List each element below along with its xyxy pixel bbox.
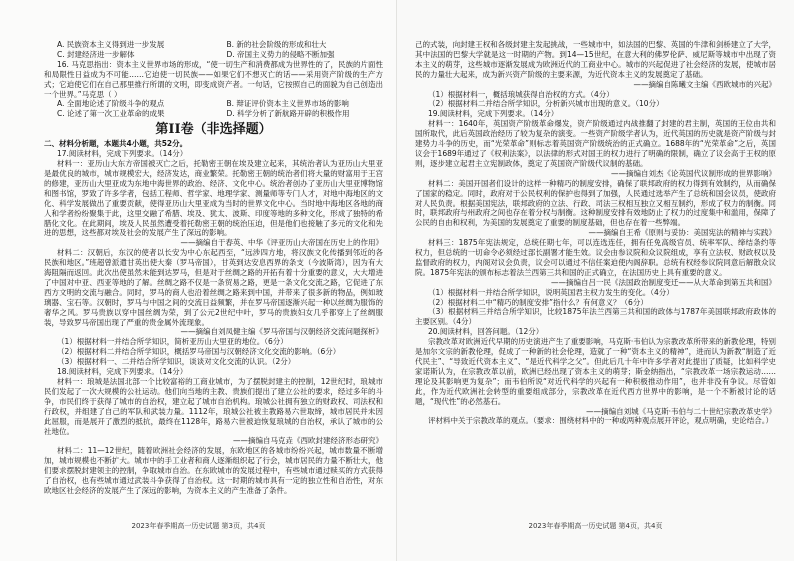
part-title: 第II卷（非选择题）: [155, 122, 272, 138]
material-20: 宗教改革对欧洲近代早期的历史演进产生了重要影响，马克斯·韦伯认为宗教改革所带来的新教伦理，特别是加尔文宗的新教伦理，促成了一种新的社会伦理，造就了一种“资本主义的精神”，进而认为新教“制造了近代民主”、“导致近代资本主义”、“是近代科学之父”。但此后几十年中许多学者对此提出了质疑，比如科学史家诺斯认为，在宗教改革以前，欧洲已经出现了资本主义的萌芽；斯金纳指出，“宗教改革一场宗教运动……理论及其影响更为复杂”；而韦伯所说“对近代科学的兴起有一种积极推动作用”，也并非没有争议。尽管如此，作为近代欧洲社会转型的重要组成部分，宗教改革在近代西方世界中的影响，是一个不断被讨论的话题，“现代性”的必然基石。: [415, 337, 776, 406]
subquestion-18-2: （2）根据材料二并结合所学知识，分析新兴城市出现的意义。（10分）: [428, 99, 664, 109]
subquestion-19-3: （3）根据材料三并结合所学知识，比较1875年法兰西第三共和国的政体与1787年美国联邦政府政体的主要区别。（4分）: [415, 307, 776, 327]
material-18-2-cont: 己的式装，向封建王权和各级封建主发起挑战，一些城市中，如法国的巴黎、英国的牛津和剑桥建立了大学，其中法国的巴黎大学就是这一时期的产物。到14—15世纪，在意大利的佛罗伦萨、威尼斯等城市中出现了资本主义的萌芽，这些城市逐渐发展成为欧洲近代的工商业中心。城市的兴起促进了社会经济的发展，使城市居民的力量壮大起来，成为新兴资产阶级的主要来源，为近代资本主义的发展奠定了基础。: [415, 40, 776, 79]
option-a: A. 民族资本主义得到进一步发展: [57, 40, 165, 49]
material-19-2: 材料二：美国开国者们设计的这样一种精巧的制度安排，确保了联邦政府的权力得到有效制约，从而确保了国家的稳定。同时，政府对于公民权利的保护也得到了加强，人民通过选举产生了总统和国会议员，使政府对人民负责。根据美国宪法，联邦政府的立法、行政、司法三权相互独立又相互制约，形成了权力的制衡。同时，联邦政府与州政府之间也存在着分权与制衡。这种制度安排有效地防止了权力的过度集中和滥用，保障了公民的自由和权利，为美国的发展奠定了重要的制度基础，但也存在着一些弊端。: [415, 178, 776, 228]
section-heading: 二、材料分析题，本题共4小题，共52分。: [44, 139, 188, 149]
option-a: A. 全面地论述了阶级斗争的观点: [57, 99, 165, 109]
material-17-1: 材料一：亚历山大东方帝国被灭亡之后，托勒密王朝在埃及建立起来，其统治者认为亚历山大里亚是最优良的城市，城市规模宏大，经济发达，商业繁荣。托勒密王朝的统治者们将大量的财富用于王宫的修建，亚历山大里亚成为东地中海世界的政治、经济、文化中心。统治者创办了亚历山大里亚博物馆和图书馆，罗致了许多学者，包括工程师、哲学家、地理学家、测量师等专门人才，对地中海地区的文化、科学发展做出了重要贡献，使得亚历山大里亚成为当时的世界文化中心。当时地中海地区各地的商人和学者纷纷聚集于此，这里交融了希腊、埃及、犹太、波斯、印度等地的多种文化，形成了独特的希腊化文化。在此期间，埃及人民虽然遭受着托勒密王朝的统治压迫，但是他们也接触了多元的文化和先进的思想，这些都对埃及社会的发展产生了深远的影响。: [44, 159, 383, 238]
source-17-1: ——摘编自于春英、中华《评亚历山大帝国在历史上的作用》: [180, 238, 383, 248]
question-20: 20.阅读材料，回答问题。（12分）: [428, 327, 544, 337]
source-19-1: ——摘编自刘杰《论英国代议制形成的世界影响》: [611, 168, 776, 178]
material-17-2: 材料二：汉朝后，东汉的使者以长安为中心东起西至，“远涉四方地，将汉族文化传播到邻近的各民族和地区。”班超曾派遣甘英出使大秦（罗马帝国），甘英到达安息西界的条支（今波斯湾），因为有大海阻隔而返回。此次出使虽然未能到达罗马，但是对于丝绸之路的开拓有着十分重要的意义，大大增进了中国对中亚、西亚等地的了解。丝绸之路不仅是一条贸易之路，更是一条文化交流之路，它促进了东西方文明的交流与融合。同时，罗马的商人也沿着丝绸之路来到中国，并带来了很多新的物品，例如玻璃器、宝石等。汉朝时，罗马与中国之间的交流日益频繁，并在罗马帝国逐渐兴起一种以丝绸为服饰的奢华之风。罗马贵族以穿中国丝绸为荣，到了公元2世纪中叶，罗马的贵族妇女几乎都穿上了丝绸服装，导致罗马帝国出现了严重的贵金属外流现象。: [44, 248, 383, 327]
option-b: B. 新的社会阶级的形成和壮大: [226, 40, 327, 49]
question-20-requirement: 评材料中关于宗教改革的观点。（要求：围绕材料中的一种或两种观点展开评论，观点明确，史论结合。）: [428, 416, 773, 426]
source-19-3: ——摘编自吕一民《法国政治制度变迁——从大革命到第五共和国》: [551, 277, 776, 287]
source-18-1: ——摘编自马克垚《西欧封建经济形态研究》: [233, 436, 383, 446]
material-19-3: 材料三：1875年宪法规定，总统任期七年，可以连选连任，拥有任免高级官员、统率军队、缔结条约等权力，但总统的一切命令必须经过部长副署才能生效。议会由参议院和众议院组成，享有立法权、财政权以及监督政府的权力，内阁对议会负责，议会可以通过不信任案迫使内阁辞职。总统有权经参议院同意后解散众议院。1875年宪法的颁布标志着法兰西第三共和国的正式确立，在法国历史上具有重要的意义。: [415, 238, 776, 277]
subquestion-17-1: （1）根据材料一并结合所学知识，简析亚历山大里亚的地位。（6分）: [57, 337, 288, 347]
subquestion-17-2: （2）根据材料二并结合所学知识，概括罗马帝国与汉朝经济文化交流的影响。（6分）: [57, 347, 341, 357]
source-17-2: ——摘编自刘凤健主编《罗马帝国与汉朝经济交流问题探析》: [180, 327, 383, 337]
exam-page-4: [397, 0, 794, 561]
subquestion-19-2: （2）根据材料二中“精巧的制度安排”指什么？有何意义？（6分）: [428, 297, 648, 307]
question-16: 16. 马克思指出：资本主义世界市场的形成，“使一切生产和消费都成为世界性的了，民族的片面性和局限性日益成为不可能……它迫使一切民族——如果它们不想灭亡的话——采用资产阶级的生产方式；它迫使它们在自己那里推行所谓的文明，即变成资产者。一句话，它按照自己的面貌为自己创造出一个世界。”马克思（ ）: [44, 59, 383, 99]
options-row: [44, 109, 383, 119]
subquestion-18-1: （1）根据材料一，概括琅城获得自治权的方式。（4分）: [428, 89, 614, 99]
options-row: [44, 40, 383, 50]
question-18: 18.阅读材料，完成下列要求。（14分）: [57, 367, 188, 377]
source-20: ——摘编自刘城《马克斯·韦伯与二十世纪宗教改革史学》: [586, 406, 776, 416]
material-19-1: 材料一：1640年，英国资产阶级革命爆发，资产阶级通过内战推翻了封建的君主制，英国的王位由共和国所取代，此后英国政治经历了较为复杂的演变。一些资产阶级学者认为，近代英国的历史就是资产阶级与封建势力斗争的历史，而“光荣革命”则标志着英国资产阶级统治的正式确立。1688年的“光荣革命”之后，英国议会于1689年通过了《权利法案》，以法律的形式对国王的权力进行了明确的限制，确立了议会高于王权的原则，逐步建立起君主立宪制政体，奠定了英国资产阶级代议制的基础。: [415, 119, 776, 168]
option-d: D. 帝国主义势力的侵略不断加强: [226, 49, 335, 59]
subquestion-17-3: （3）根据材料一、二并结合所学知识，谈谈对文化交流的认识。（2分）: [57, 357, 296, 367]
option-d: D. 科学分析了新航路开辟的积极作用: [226, 109, 350, 119]
material-18-2: 材料二：11—12世纪，随着欧洲社会经济的发展，东欧地区的各城市纷纷兴起，城市数量不断增加，城市规模也不断扩大。城市中的手工业者和商人逐渐组织起了行会，城市居民的力量不断壮大，他们要求摆脱封建领主的控制，争取城市自治。在东欧城市的发展过程中，有些城市通过赎买的方式获得了自治权，也有些城市通过武装斗争获得了自治权。这一时期的城市具有一定的独立性和自治性，对东欧地区社会经济的发展产生了深远的影响，为资本主义的产生准备了条件。: [44, 446, 383, 495]
subquestion-19-1: （1）根据材料一并结合所学知识，说明英国君主权力发生的变化。（4分）: [428, 287, 674, 297]
source-19-2: ——摘编自王希《原则与妥协：美国宪法的精神与实践》: [588, 228, 776, 238]
question-19: 19.阅读材料，完成下列要求。（14分）: [428, 109, 559, 119]
page-footer: 2023年春季期高一历史试题 第3页，共4页: [131, 522, 266, 530]
option-b: B. 辩证评价资本主义世界市场的影响: [226, 99, 349, 109]
material-18-1: 材料一：琅城是法国北部一个比较富裕的工商业城市，为了摆脱封建主的控制，12世纪时，琅城市民们发起了一次大规模的公社运动。他们向当地的主教、贵族们提出了建立公社的要求，经过多年的斗争，市民们终于获得了城市的自治权，建立起了城市自治机构。琅城公社拥有独立的财政权、司法权和行政权，并组建了自己的军队和武装力量。1112年，琅城公社被主教路易六世取缔，城市居民并未因此屈服，而是展开了激烈的抵抗，最终在1128年，路易六世被迫恢复琅城的自治权，承认了城市的公社地位。: [44, 377, 383, 436]
option-c: C. 封建经济进一步解体: [57, 49, 135, 59]
options-row: [44, 50, 383, 60]
page-footer: 2023年春季期高一历史试题 第4页，共4页: [528, 522, 663, 530]
option-c: C. 论述了第一次工业革命的成果: [57, 109, 165, 119]
source-18-2: ——摘编自陈曦文主编《西欧城市的兴起》: [633, 79, 776, 89]
options-row: [44, 99, 383, 109]
question-17: 17.阅读材料，完成下列要求。（14分）: [57, 149, 188, 159]
